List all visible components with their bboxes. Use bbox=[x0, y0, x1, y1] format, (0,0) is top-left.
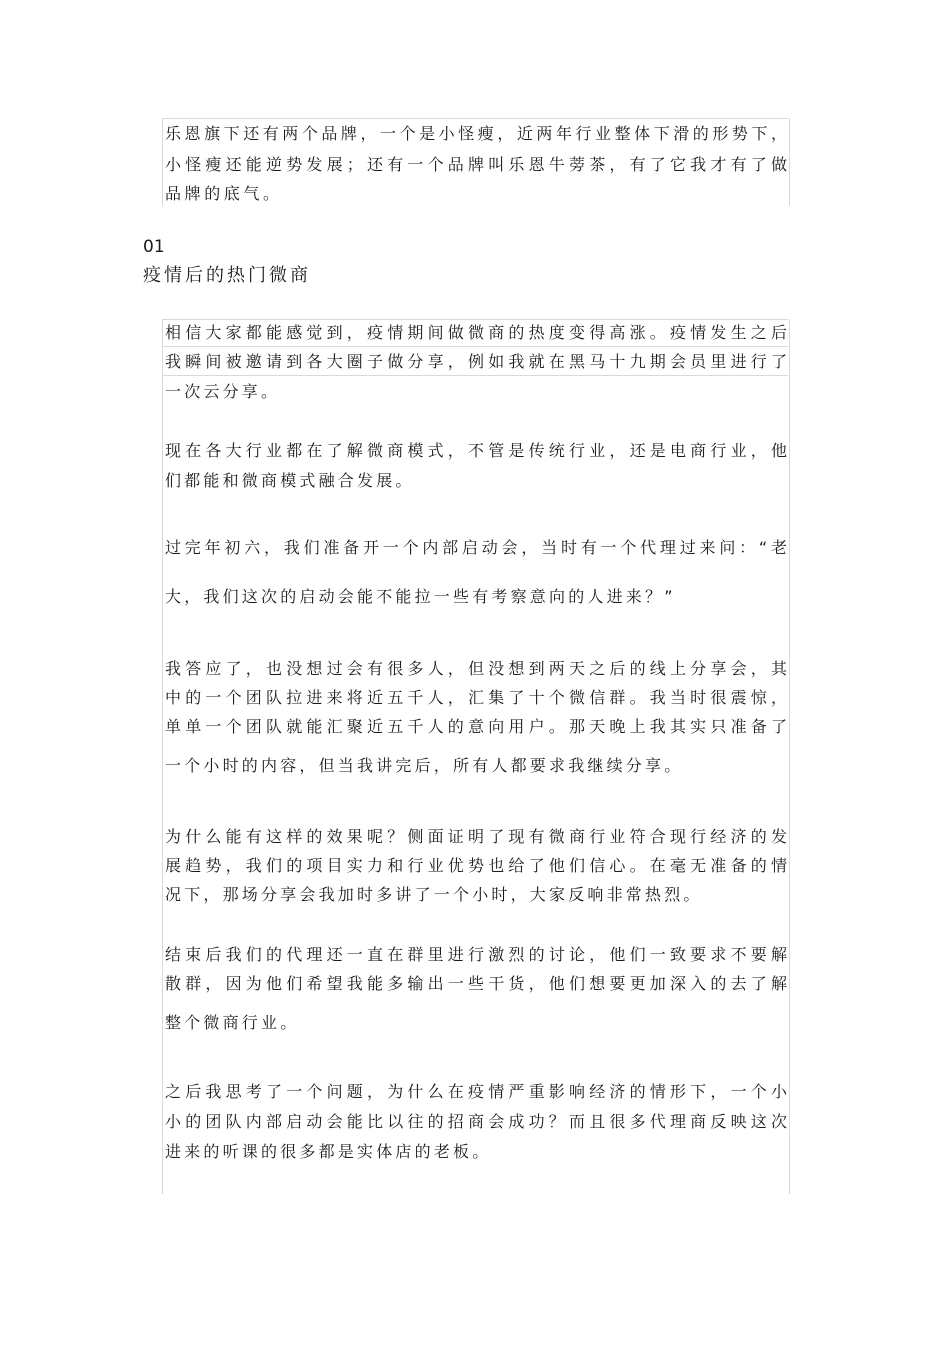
paragraph-line: 们都能和微商模式融合发展。 bbox=[165, 471, 415, 490]
paragraph-line: 过完年初六，我们准备开一个内部启动会，当时有一个代理过来问：“老 bbox=[165, 538, 789, 557]
intro-top-rule bbox=[162, 118, 788, 119]
paragraph-line: 散群，因为他们希望我能多输出一些干货，他们想要更加深入的去了解 bbox=[165, 974, 789, 993]
body-rule-1 bbox=[162, 346, 788, 347]
intro-line: 小怪瘦还能逆势发展；还有一个品牌叫乐恩牛蒡茶，有了它我才有了做 bbox=[165, 155, 789, 174]
section-number: 01 bbox=[143, 237, 165, 257]
paragraph-line: 中的一个团队拉进来将近五千人，汇集了十个微信群。我当时很震惊， bbox=[165, 688, 789, 707]
paragraph-line: 进来的听课的很多都是实体店的老板。 bbox=[165, 1142, 492, 1161]
paragraph-line: 相信大家都能感觉到，疫情期间做微商的热度变得高涨。疫情发生之后 bbox=[165, 323, 789, 342]
paragraph-line: 小的团队内部启动会能比以往的招商会成功？而且很多代理商反映这次 bbox=[165, 1112, 789, 1131]
body-rule-2 bbox=[162, 375, 788, 376]
paragraph-line: 现在各大行业都在了解微商模式，不管是传统行业，还是电商行业，他 bbox=[165, 441, 789, 460]
paragraph-line: 我答应了，也没想过会有很多人，但没想到两天之后的线上分享会，其 bbox=[165, 659, 789, 678]
paragraph-line: 一次云分享。 bbox=[165, 382, 281, 401]
paragraph-line: 结束后我们的代理还一直在群里进行激烈的讨论，他们一致要求不要解 bbox=[165, 945, 789, 964]
paragraph-line: 我瞬间被邀请到各大圈子做分享，例如我就在黑马十九期会员里进行了 bbox=[165, 352, 789, 371]
body-top-rule bbox=[162, 319, 788, 320]
paragraph-line: 展趋势，我们的项目实力和行业优势也给了他们信心。在毫无准备的情 bbox=[165, 856, 789, 875]
paragraph-line: 之后我思考了一个问题，为什么在疫情严重影响经济的情形下，一个小 bbox=[165, 1082, 789, 1101]
intro-line: 品牌的底气。 bbox=[165, 184, 283, 203]
intro-line: 乐恩旗下还有两个品牌，一个是小怪瘦，近两年行业整体下滑的形势下， bbox=[165, 124, 789, 143]
paragraph-line: 况下，那场分享会我加时多讲了一个小时，大家反响非常热烈。 bbox=[165, 885, 703, 904]
paragraph-line: 单单一个团队就能汇聚近五千人的意向用户。那天晚上我其实只准备了 bbox=[165, 717, 789, 736]
section-title: 疫情后的热门微商 bbox=[143, 265, 311, 286]
paragraph-line: 大，我们这次的启动会能不能拉一些有考察意向的人进来？” bbox=[165, 587, 676, 606]
paragraph-line: 整个微商行业。 bbox=[165, 1013, 300, 1032]
paragraph-line: 一个小时的内容，但当我讲完后，所有人都要求我继续分享。 bbox=[165, 756, 684, 775]
paragraph-line: 为什么能有这样的效果呢？侧面证明了现有微商行业符合现行经济的发 bbox=[165, 827, 789, 846]
